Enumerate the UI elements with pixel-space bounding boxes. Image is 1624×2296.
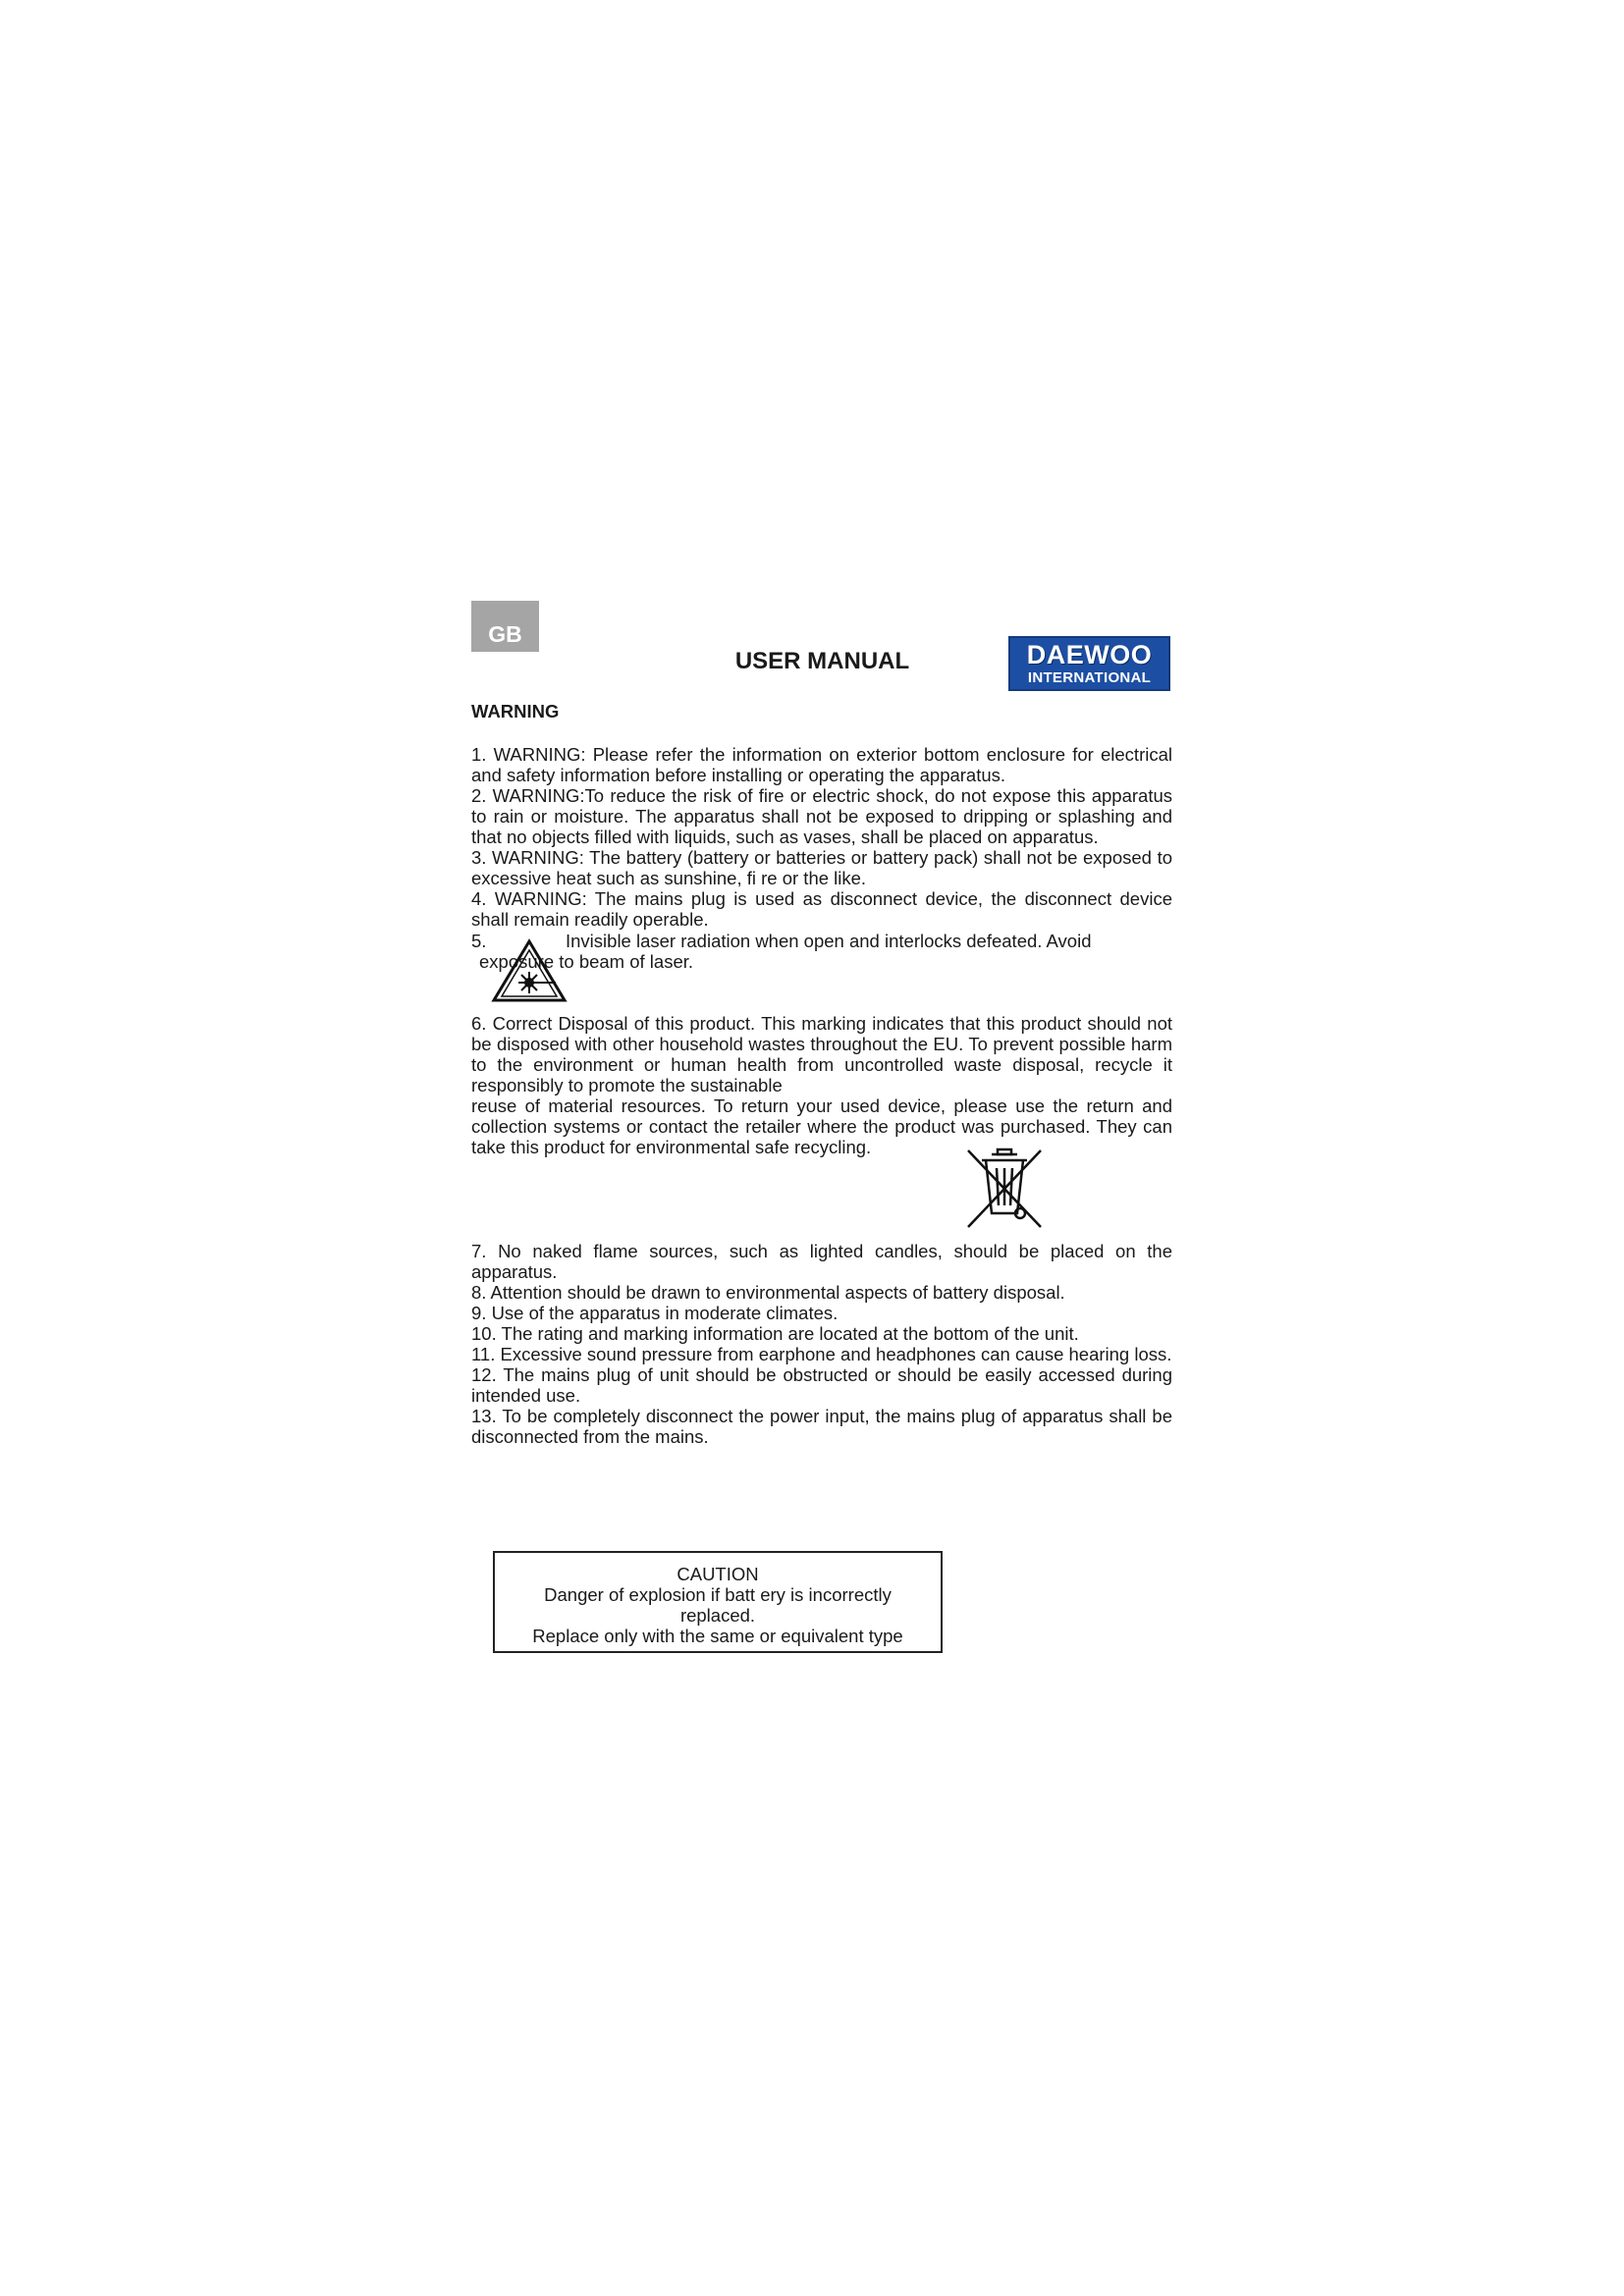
item-5-text-line1: Invisible laser radiation when open and interlocks defeated. Avoid [566, 931, 1092, 951]
warnings-block-2 [471, 1241, 1172, 1447]
item-6-text-b: reuse of material resources. To return your used device, please use the return and collection systems or contact the retailer where the product was purchased. They can take this product for environmental safe recycling. [471, 1095, 1172, 1157]
list-item: 9. Use of the apparatus in moderate climates. [471, 1303, 839, 1323]
language-tab: GB [471, 601, 539, 652]
page-title: USER MANUAL [734, 648, 910, 674]
list-item: 2. WARNING:To reduce the risk of fire or electric shock, do not expose this apparatus to rain or moisture. The apparatus shall not be exposed to dripping or splashing and that no objects filled with liquids, such as vases, shall be placed on apparatus. [471, 785, 1172, 847]
list-item: 8. Attention should be drawn to environmental aspects of battery disposal. [471, 1282, 1065, 1303]
caution-title: CAUTION [677, 1564, 759, 1584]
item-5 [471, 931, 1172, 972]
list-item: 10. The rating and marking information are located at the bottom of the unit. [471, 1323, 1079, 1344]
warning-heading: WARNING [471, 701, 560, 721]
laser-warning-icon [491, 938, 568, 1003]
logo-line1: DAEWOO [1026, 640, 1153, 669]
daewoo-logo [1008, 636, 1170, 691]
logo-line2: INTERNATIONAL [1027, 669, 1152, 686]
warnings-block-1 [471, 744, 1172, 930]
crossed-bin-icon [964, 1145, 1045, 1231]
caution-line2: replaced. [679, 1605, 756, 1626]
item-5-number: 5. [471, 931, 487, 951]
list-item: 7. No naked flame sources, such as lighted candles, should be placed on the apparatus. [471, 1241, 1172, 1282]
item-6-text-a: 6. Correct Disposal of this product. This marking indicates that this product should not be disposed with other household wastes throughout the EU. To prevent possible harm to the environment or human health from uncontrolled waste disposal, recycle it responsibly to promote the sustainable [471, 1013, 1172, 1095]
list-item: 3. WARNING: The battery (battery or batteries or battery pack) shall not be exposed to excessive heat such as sunshine, fi re or the like. [471, 847, 1172, 888]
list-item: 11. Excessive sound pressure from earphone and headphones can cause hearing loss. [471, 1344, 1172, 1364]
list-item: 1. WARNING: Please refer the information on exterior bottom enclosure for electrical and safety information before installing or operating the apparatus. [471, 744, 1172, 785]
caution-box [493, 1551, 943, 1653]
item-5-text-line2: exposure to beam of laser. [479, 951, 694, 972]
list-item: 4. WARNING: The mains plug is used as disconnect device, the disconnect device shall remain readily operable. [471, 888, 1172, 930]
item-6 [471, 1013, 1172, 1157]
caution-line3: Replace only with the same or equivalent type [532, 1626, 903, 1646]
caution-line1: Danger of explosion if batt ery is incorrectly [544, 1584, 892, 1605]
list-item: 12. The mains plug of unit should be obstructed or should be easily accessed during intended use. [471, 1364, 1172, 1406]
list-item: 13. To be completely disconnect the power input, the mains plug of apparatus shall be disconnected from the mains. [471, 1406, 1172, 1447]
